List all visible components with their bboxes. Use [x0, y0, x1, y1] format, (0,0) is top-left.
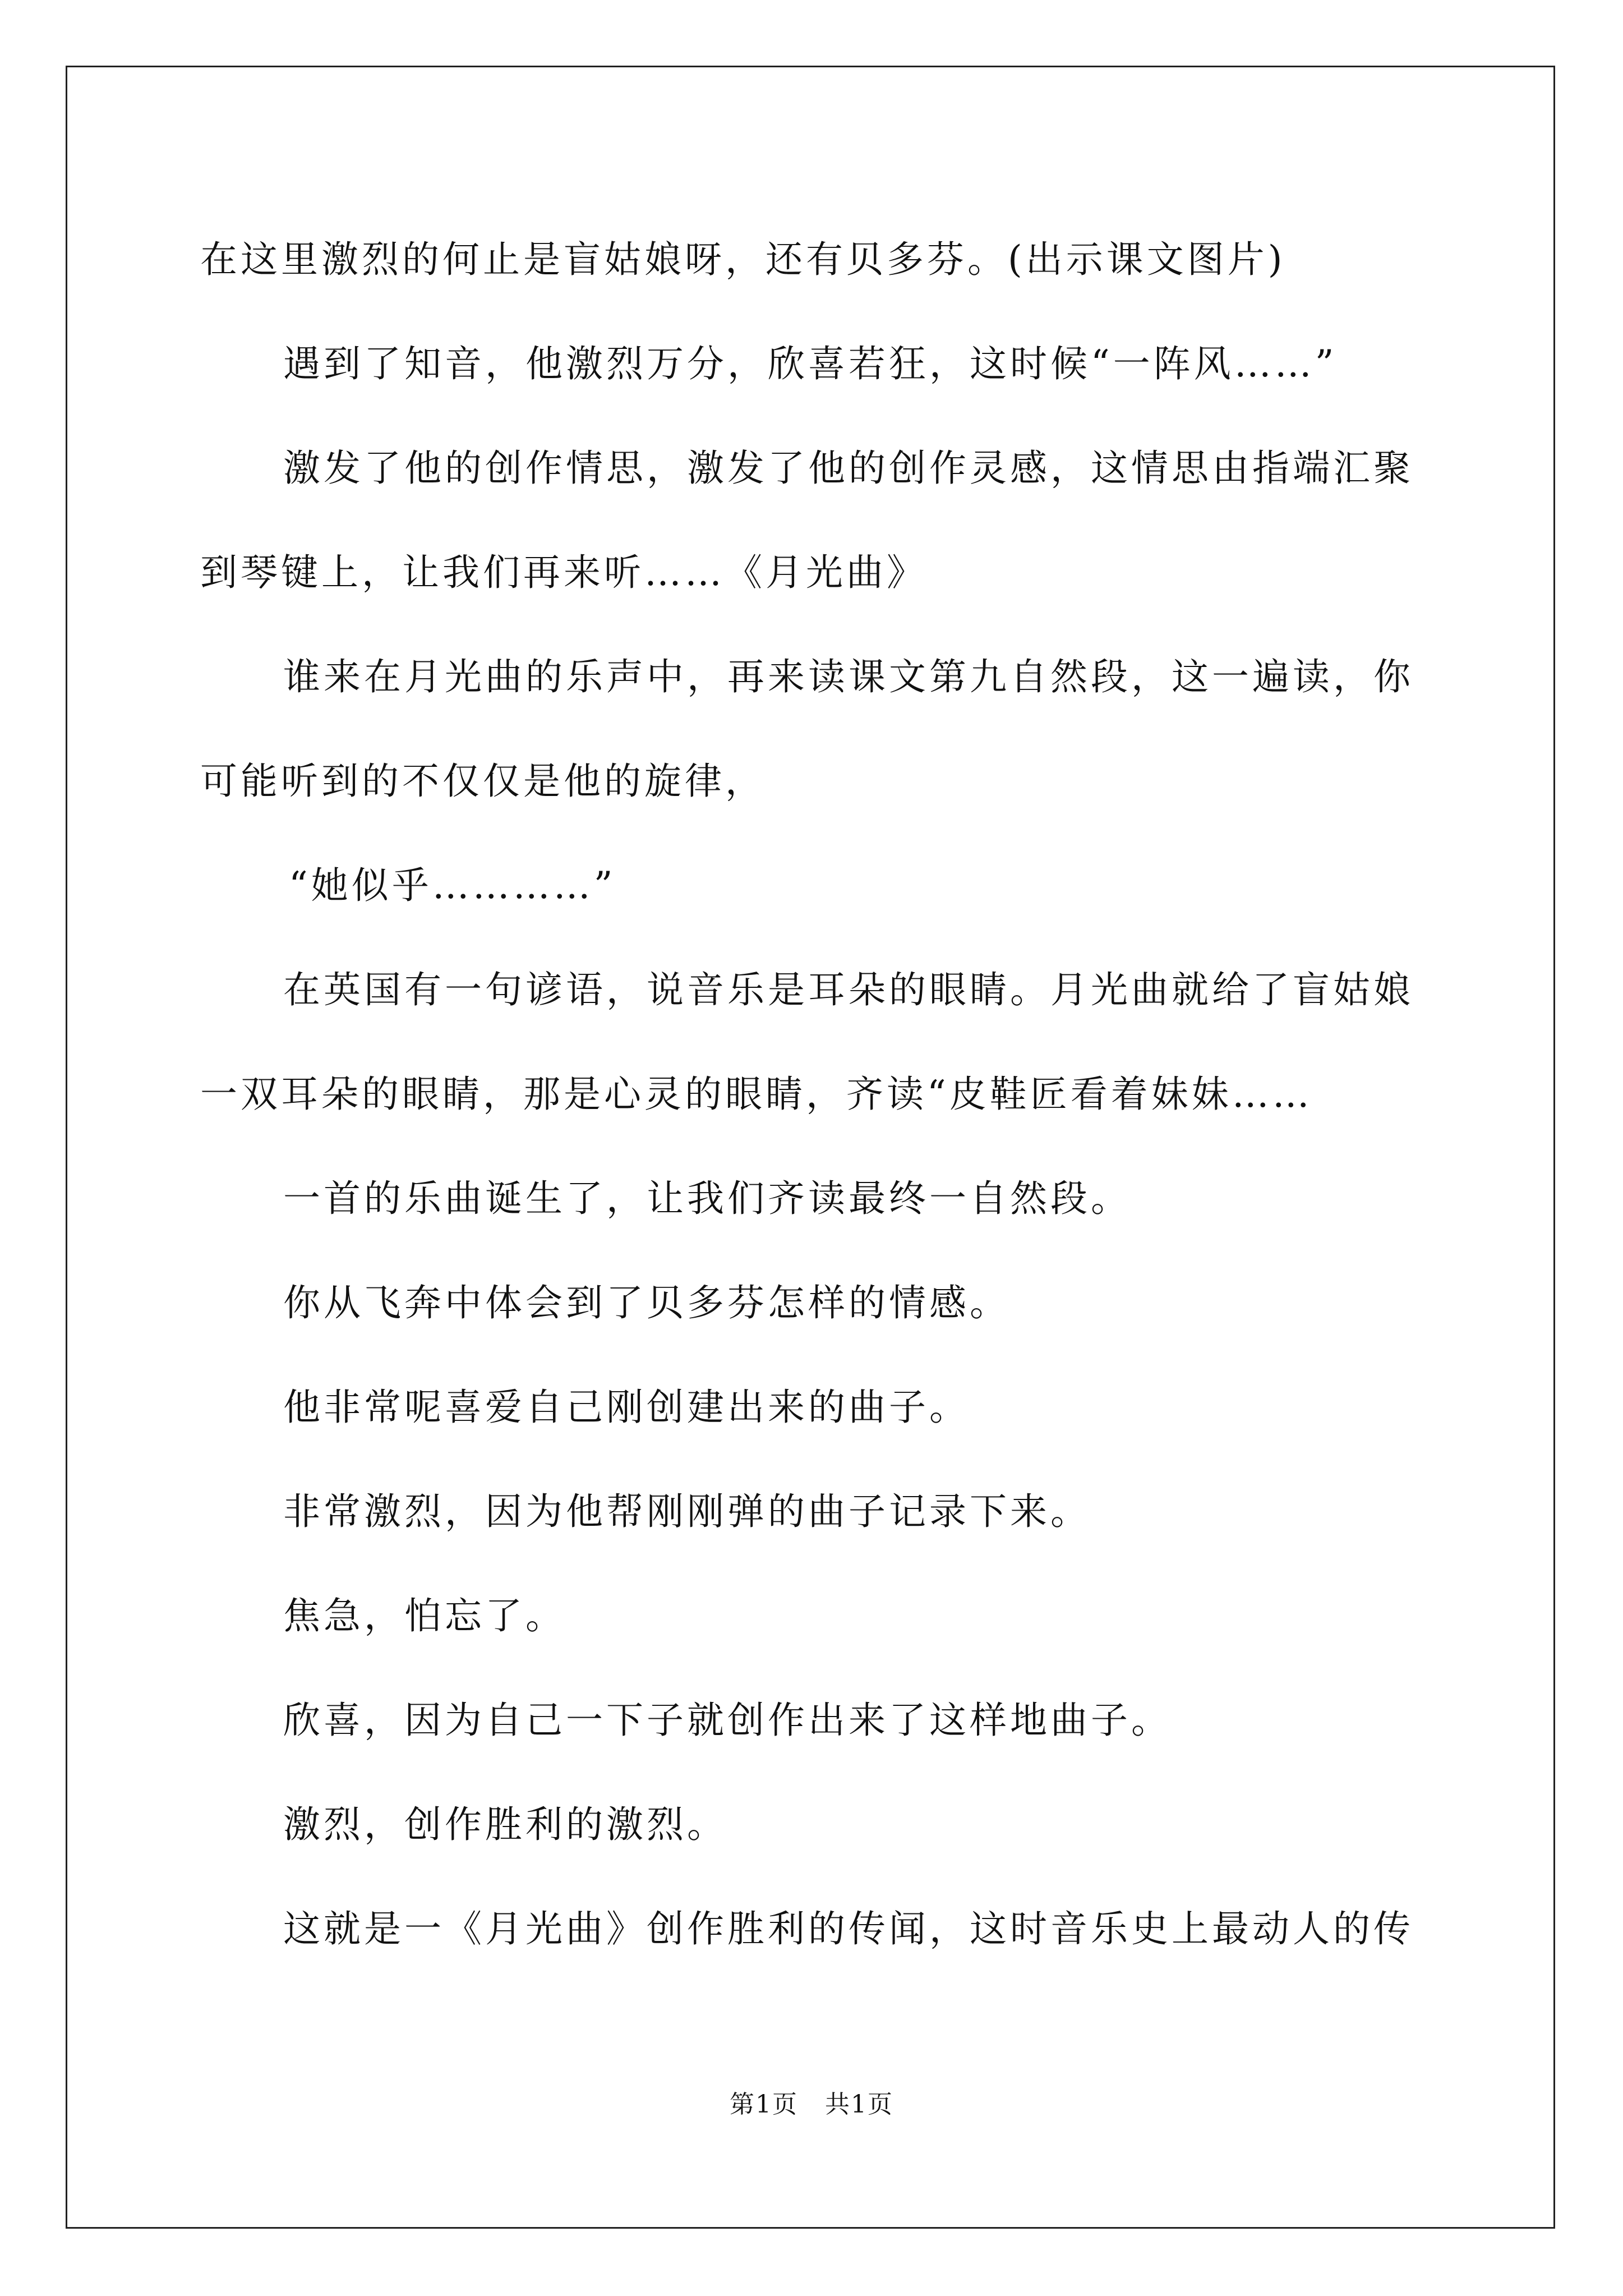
text-line-8: 在英国有一句谚语，说音乐是耳朵的眼睛。月光曲就给了盲姑娘 — [283, 968, 1414, 1011]
text-line-16: 激烈，创作胜利的激烈。 — [283, 1803, 727, 1846]
text-line-13: 非常激烈，因为他帮刚刚弹的曲子记录下来。 — [283, 1490, 1091, 1533]
document-body — [200, 208, 1434, 1981]
page-total: 共1页 — [825, 2090, 893, 2119]
page-footer — [0, 2088, 1623, 2122]
text-line-7: “她似乎…………” — [289, 864, 616, 907]
text-line-14: 焦急，怕忘了。 — [283, 1594, 566, 1637]
text-line-1: 在这里激烈的何止是盲姑娘呀，还有贝多芬。(出示课文图片) — [200, 238, 1286, 281]
text-line-6: 可能听到的不仅仅是他的旋律， — [200, 760, 766, 803]
text-line-3: 激发了他的创作情思，激发了他的创作灵感，这情思由指端汇聚 — [283, 447, 1414, 490]
text-line-10: 一首的乐曲诞生了，让我们齐读最终一自然段。 — [283, 1177, 1131, 1220]
text-line-11: 你从飞奔中体会到了贝多芬怎样的情感。 — [283, 1281, 1010, 1324]
text-line-15: 欣喜，因为自己一下子就创作出来了这样地曲子。 — [283, 1699, 1172, 1742]
text-line-17: 这就是一《月光曲》创作胜利的传闻，这时音乐史上最动人的传 — [283, 1907, 1414, 1950]
text-line-4: 到琴键上，让我们再来听……《月光曲》 — [200, 551, 927, 594]
text-line-5: 谁来在月光曲的乐声中，再来读课文第九自然段，这一遍读，你 — [283, 655, 1414, 698]
text-line-2: 遇到了知音，他激烈万分，欣喜若狂，这时候“一阵风……” — [283, 342, 1338, 385]
page-number: 第1页 — [730, 2090, 798, 2119]
text-line-12: 他非常呢喜爱自己刚创建出来的曲子。 — [283, 1386, 970, 1429]
text-line-9: 一双耳朵的眼睛，那是心灵的眼睛，齐读“皮鞋匠看着妹妹…… — [200, 1073, 1313, 1116]
